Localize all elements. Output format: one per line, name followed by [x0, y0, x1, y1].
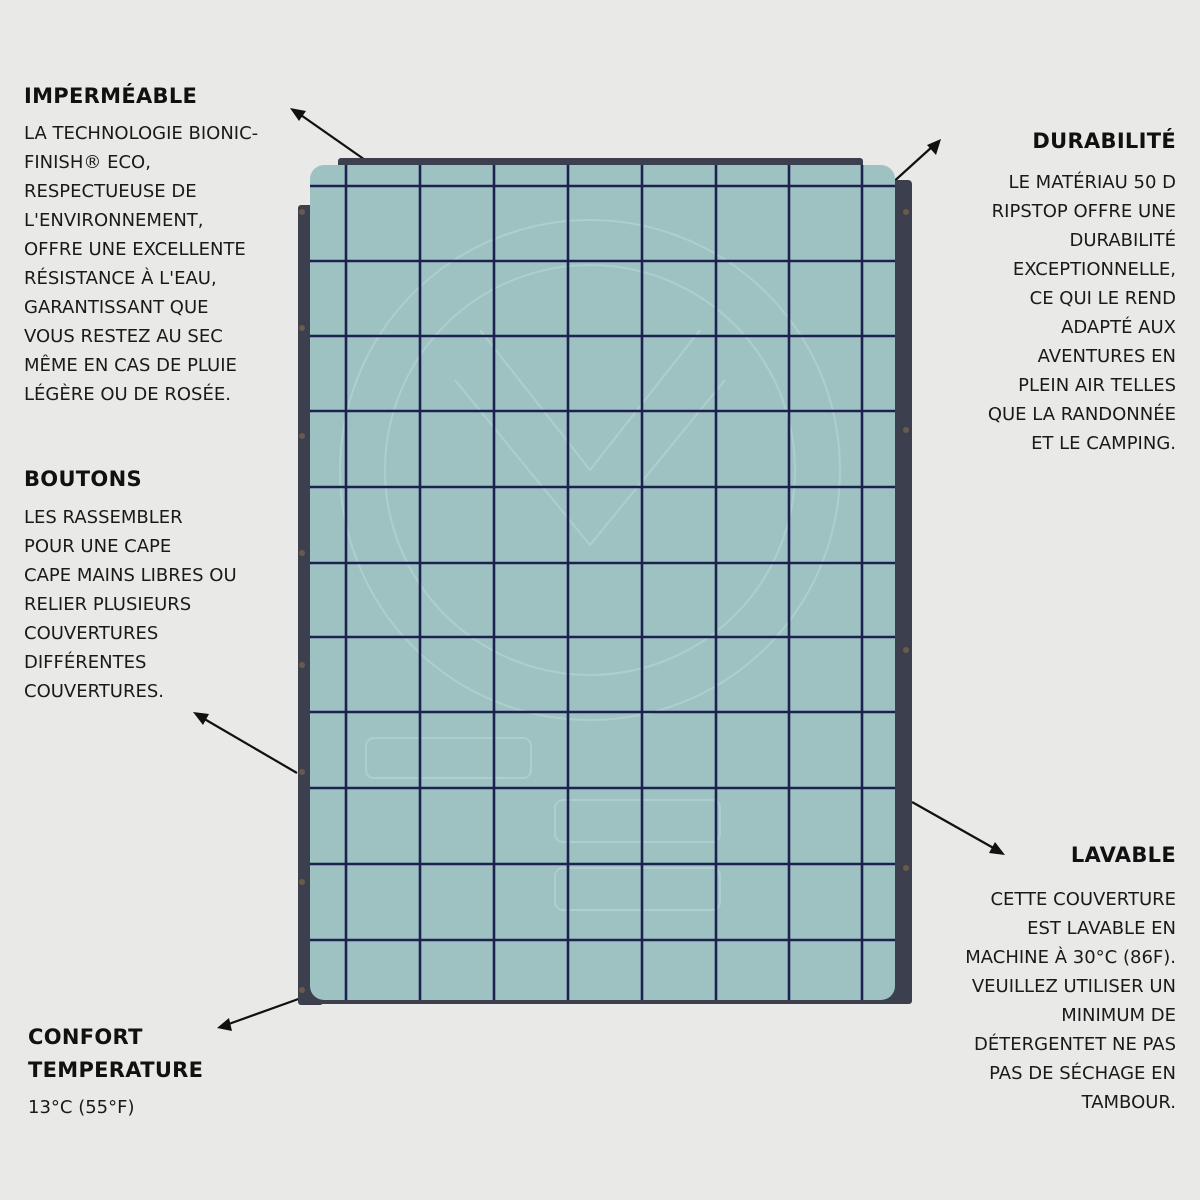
comfort-title-line1: CONFORT — [28, 1025, 143, 1049]
buttons-arrow — [201, 717, 297, 773]
washable-text: CETTE COUVERTURE EST LAVABLE EN MACHINE À 30°C (86F). VEUILLEZ UTILISER UN MINIMUM DE DÉTERGENTET NE PAS PAS DE SÉCHAGE EN TAMBOUR. — [965, 889, 1176, 1113]
snap-button — [903, 865, 909, 871]
comfort-arrowhead — [217, 1018, 232, 1031]
comfort-title-line2: TEMPERATURE — [28, 1058, 204, 1082]
blanket-face — [310, 165, 895, 1000]
snap-button — [299, 987, 305, 993]
snap-button — [299, 769, 305, 775]
waterproof-text: LA TECHNOLOGIE BIONIC- FINISH® ECO, RESPECTUEUSE DE L'ENVIRONNEMENT, OFFRE UNE EXCELLENTE RÉSISTANCE À L'EAU, GARANTISSANT QUE VOUS RESTEZ AU SEC MÊME EN CAS DE PLUIE LÉGÈRE OU DE ROSÉE. — [24, 123, 259, 405]
durability-arrowhead — [927, 139, 941, 155]
waterproof-title: IMPERMÉABLE — [24, 84, 198, 108]
snap-button — [299, 879, 305, 885]
comfort-arrow — [226, 997, 304, 1025]
washable-arrowhead — [989, 842, 1005, 855]
comfort-value: 13°C (55°F) — [28, 1097, 135, 1118]
snap-button — [903, 427, 909, 433]
snap-button — [903, 647, 909, 653]
washable-arrow — [912, 802, 997, 850]
durability-text: LE MATÉRIAU 50 D RIPSTOP OFFRE UNE DURABILITÉ EXCEPTIONNELLE, CE QUI LE REND ADAPTÉ AUX AVENTURES EN PLEIN AIR TELLES QUE LA RANDONNÉE ET LE CAMPING. — [987, 172, 1176, 454]
buttons-text: LES RASSEMBLER POUR UNE CAPE CAPE MAINS LIBRES OU RELIER PLUSIEURS COUVERTURES DIFFÉRENTES COUVERTURES. — [24, 507, 237, 702]
snap-button — [299, 433, 305, 439]
washable-title: LAVABLE — [1070, 843, 1176, 867]
buttons-title: BOUTONS — [24, 467, 142, 491]
buttons-arrowhead — [193, 712, 209, 725]
durability-title: DURABILITÉ — [1032, 129, 1176, 153]
snap-button — [903, 209, 909, 215]
